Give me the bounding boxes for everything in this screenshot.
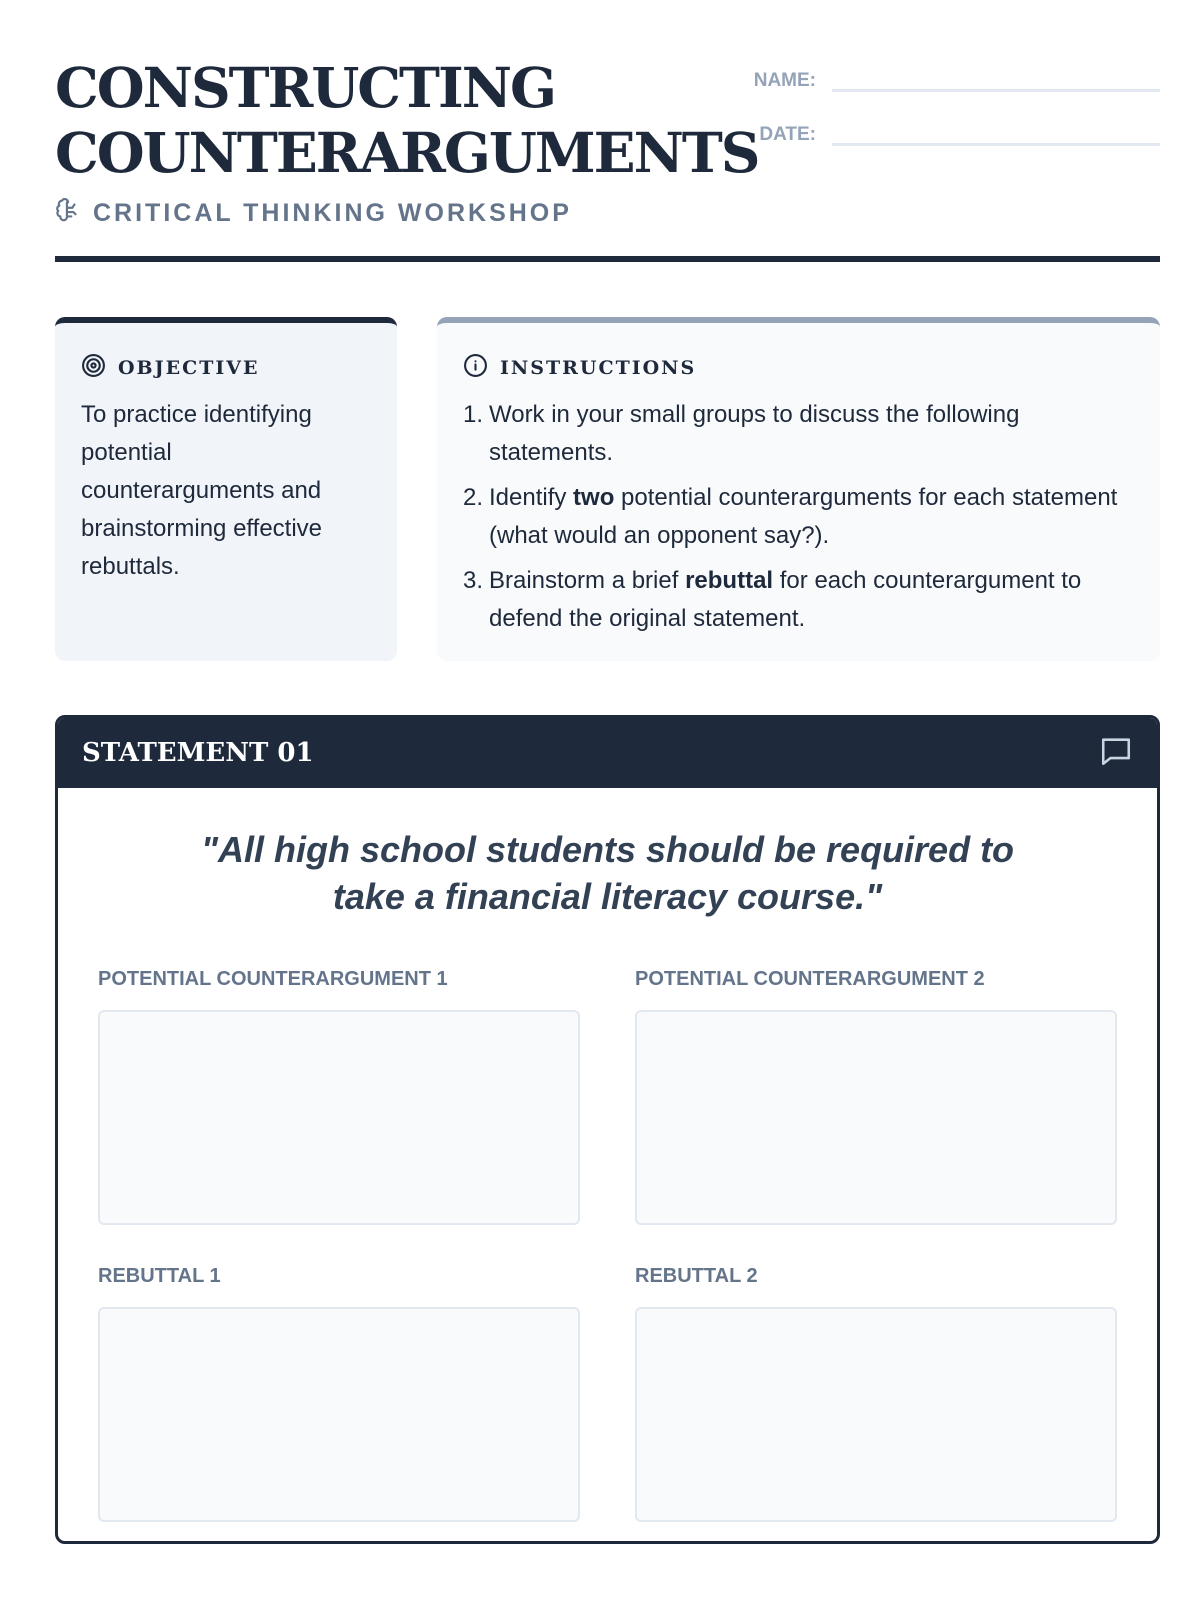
counterargument-1 <box>98 968 580 1225</box>
subtitle <box>55 198 572 228</box>
counterargument-2-label: POTENTIAL COUNTERARGUMENT 2 <box>635 968 985 990</box>
statement-title: STATEMENT 01 <box>82 738 314 768</box>
student-fields <box>740 62 1160 170</box>
rebuttal-1 <box>98 1265 580 1522</box>
objective-heading: OBJECTIVE <box>118 356 260 379</box>
rebuttal-1-box[interactable] <box>98 1307 580 1522</box>
date-input-line[interactable] <box>832 114 1160 146</box>
date-label: DATE: <box>759 124 816 145</box>
instructions-list <box>463 396 1134 638</box>
instructions-heading: INSTRUCTIONS <box>500 356 697 379</box>
statement-header <box>58 718 1157 788</box>
date-field <box>740 116 1160 146</box>
response-grid <box>98 968 1117 1522</box>
counterargument-1-box[interactable] <box>98 1010 580 1225</box>
rebuttal-2-box[interactable] <box>635 1307 1117 1522</box>
name-field <box>740 62 1160 92</box>
instruction-item <box>463 562 1134 638</box>
instruction-number: 3. <box>463 567 484 594</box>
header-divider <box>55 256 1160 262</box>
statement-card <box>55 715 1160 1544</box>
rebuttal-2 <box>635 1265 1117 1522</box>
instruction-text-pre: Brainstorm a brief <box>489 567 686 594</box>
objective-panel <box>55 317 397 661</box>
instruction-text-bold: two <box>573 484 615 511</box>
instructions-panel <box>437 317 1160 661</box>
objective-text: To practice identifying potential counterarguments and brainstorming effective rebuttals. <box>81 401 323 580</box>
instruction-text-post: for each counterargument to defend the original statement. <box>489 567 1082 632</box>
instruction-text <box>489 479 1134 555</box>
brain-icon <box>55 198 81 228</box>
statement-quote: "All high school students should be required to take a financial literacy course." <box>200 829 1015 917</box>
instruction-text <box>489 396 1134 472</box>
instruction-text-post: potential counterarguments for each statement (what would an opponent say?). <box>489 484 1118 549</box>
target-icon <box>81 353 106 382</box>
subtitle-label: CRITICAL THINKING WORKSHOP <box>93 198 572 227</box>
instruction-text-pre: Identify <box>489 484 574 511</box>
rebuttal-2-label: REBUTTAL 2 <box>635 1265 758 1287</box>
name-input-line[interactable] <box>832 60 1160 92</box>
instruction-text-pre: Work in your small groups to discuss the following statements. <box>489 401 1020 466</box>
counterargument-2 <box>635 968 1117 1225</box>
rebuttal-1-label: REBUTTAL 1 <box>98 1265 221 1287</box>
comment-icon <box>1099 734 1133 772</box>
instructions-heading-row <box>463 353 1134 382</box>
name-label: NAME: <box>753 70 816 91</box>
instruction-item <box>463 396 1134 472</box>
title-line-2: COUNTERARGUMENTS <box>55 120 759 185</box>
instruction-number: 2. <box>463 484 484 511</box>
instruction-item <box>463 479 1134 555</box>
title-line-1: CONSTRUCTING <box>55 55 555 120</box>
objective-heading-row <box>81 353 371 382</box>
counterargument-2-box[interactable] <box>635 1010 1117 1225</box>
instruction-number: 1. <box>463 401 484 428</box>
info-icon <box>463 353 488 382</box>
instruction-text-bold: rebuttal <box>685 567 774 594</box>
counterargument-1-label: POTENTIAL COUNTERARGUMENT 1 <box>98 968 448 990</box>
instruction-text <box>489 562 1134 638</box>
